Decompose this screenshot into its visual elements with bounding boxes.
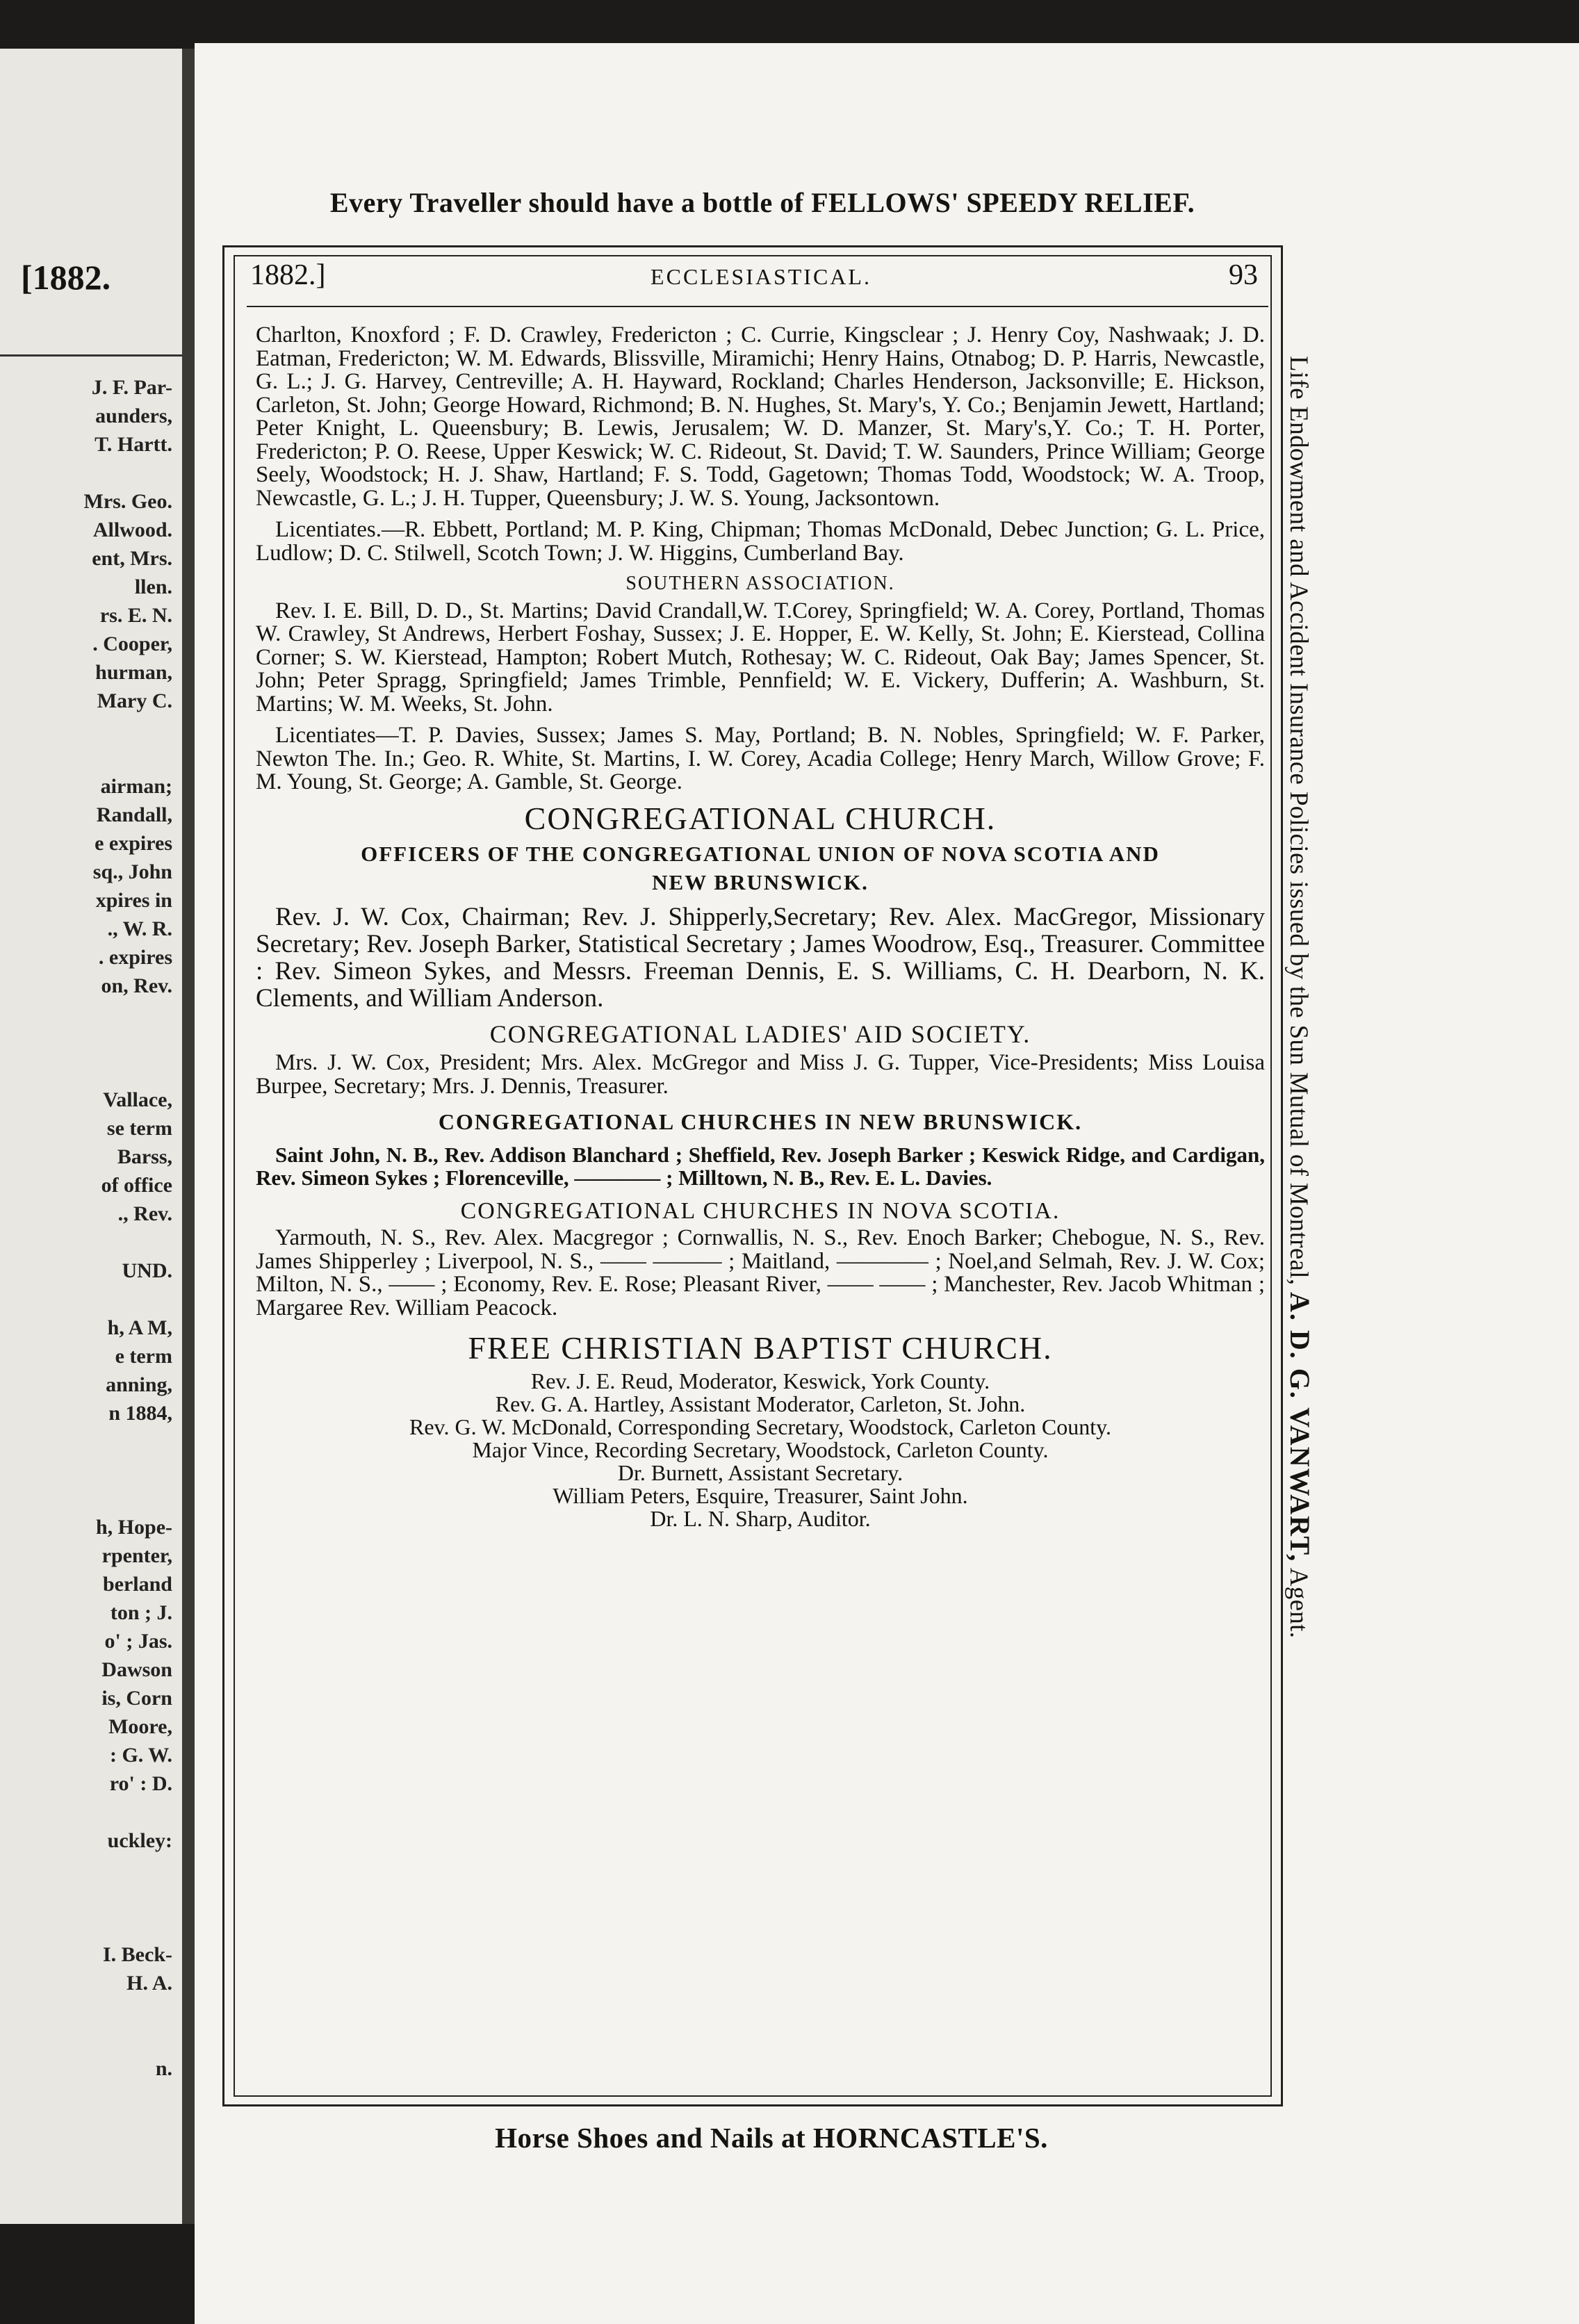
- left-page-fragment: ., W. R.: [107, 917, 172, 940]
- left-page-fragment: H. A.: [126, 1972, 172, 1995]
- left-page-fragment: Allwood.: [92, 518, 172, 541]
- left-page-fragment: Randall,: [96, 803, 172, 826]
- left-page-fragment: ro' : D.: [109, 1772, 172, 1795]
- left-page-fragment: o' ; Jas.: [104, 1630, 172, 1653]
- left-page-fragment: e term: [115, 1345, 172, 1368]
- southern-licentiates: Licentiates—T. P. Davies, Sussex; James S. May, Portland; B. N. Nobles, Springfield; W. F. Parker, Newton The. In.; Geo. R. White, St. Martins, I. W. Corey, Acadia College; Henry March, Willow Grove; F. M. Young, St. George; A. Gamble, St. George.: [256, 723, 1265, 794]
- officers-list: Rev. J. W. Cox, Chairman; Rev. J. Shipperly,Secretary; Rev. Alex. MacGregor, Missionary Secretary; Rev. Joseph Barker, Statistical Secretary ; James Woodrow, Esq., Treasurer. Committee : Rev. Simeon Sykes, and Messrs. Freeman Dennis, E. S. Williams, C. H. Dearborn, N. K. Clements, and William Anderson.: [256, 903, 1265, 1013]
- left-page-fragment: ., Rev.: [117, 1202, 172, 1225]
- ladies-aid-heading: CONGREGATIONAL LADIES' AID SOCIETY.: [489, 1020, 1031, 1048]
- left-page-fragment: J. F. Par-: [91, 376, 172, 399]
- left-page-fragment: hurman,: [95, 661, 172, 684]
- nb-churches-heading: CONGREGATIONAL CHURCHES IN NEW BRUNSWICK.: [438, 1108, 1083, 1134]
- left-page-fragment: I. Beck-: [103, 1943, 172, 1966]
- baptist-officer-line: Dr. L. N. Sharp, Auditor.: [650, 1505, 871, 1531]
- top-advertisement: Every Traveller should have a bottle of FELLOWS' SPEEDY RELIEF.: [329, 187, 1195, 218]
- running-header: [250, 259, 1272, 300]
- left-page-fragment: : G. W.: [109, 1744, 172, 1767]
- officers-heading: [256, 840, 1265, 897]
- left-page-fragment: Dawson: [101, 1658, 172, 1681]
- ns-churches-heading: CONGREGATIONAL CHURCHES IN NOVA SCOTIA.: [460, 1197, 1061, 1224]
- baptist-officer-line: Rev. G. W. McDonald, Corresponding Secretary, Woodstock, Carleton County.: [409, 1414, 1111, 1439]
- left-page-fragment: . Cooper,: [92, 632, 172, 655]
- header-title: ECCLESIASTICAL.: [651, 264, 872, 289]
- officers-heading-line-2: NEW BRUNSWICK.: [652, 870, 869, 894]
- left-page-fragment: n 1884,: [108, 1402, 172, 1425]
- header-year: 1882.]: [250, 259, 326, 291]
- left-page-fragment: llen.: [134, 575, 172, 598]
- left-page-fragment: is, Corn: [101, 1687, 172, 1710]
- left-page-fragment: e expires: [95, 832, 172, 855]
- nb-churches-list: Saint John, N. B., Rev. Addison Blanchard ; Sheffield, Rev. Joseph Barker ; Keswick Ridge, and Cardigan, Rev. Simeon Sykes ; Florenceville, ———— ; Milltown, N. B., Rev. E. L. Davies.: [256, 1142, 1265, 1190]
- congregational-church-heading: CONGREGATIONAL CHURCH.: [524, 800, 997, 836]
- baptist-officer-line: Rev. J. E. Reud, Moderator, Keswick, York County.: [530, 1368, 990, 1393]
- left-page-fragment: Barss,: [117, 1145, 172, 1168]
- baptist-officer-line: Dr. Burnett, Assistant Secretary.: [617, 1459, 903, 1485]
- page-content: [256, 324, 1265, 1530]
- side-ad-agent-name: A. D. G. VANWART,: [1284, 1291, 1316, 1563]
- left-page-fragment: xpires in: [95, 889, 172, 912]
- baptist-officer-line: Major Vince, Recording Secretary, Woodstock, Carleton County.: [472, 1437, 1049, 1462]
- left-page-fragment: aunders,: [95, 404, 172, 427]
- left-page-fragment: rpenter,: [101, 1544, 172, 1567]
- left-page-edge: [0, 49, 182, 2224]
- southern-association-heading: SOUTHERN ASSOCIATION.: [625, 573, 895, 594]
- western-licentiates: Licentiates.—R. Ebbett, Portland; M. P. King, Chipman; Thomas McDonald, Debec Junction; G. L. Price, Ludlow; D. C. Stilwell, Scotch Town; J. W. Higgins, Cumberland Bay.: [256, 517, 1265, 566]
- side-ad-agent-label: Agent.: [1284, 1567, 1313, 1639]
- left-page-fragment: Mary C.: [97, 689, 172, 712]
- left-page-fragment: n.: [155, 2057, 172, 2080]
- book-gutter: [182, 49, 195, 2224]
- baptist-officers: [256, 1370, 1265, 1530]
- southern-association-list: Rev. I. E. Bill, D. D., St. Martins; David Crandall,W. T.Corey, Springfield; W. A. Corey, Portland, Thomas W. Crawley, St Andrews, Herbert Foshay, Sussex; J. E. Hopper, E. W. Kelly, St. John; E. Kierstead, Collina Corner; S. W. Kierstead, Hampton; Robert Mutch, Rothesay; W. C. Rideout, Oak Bay; James Spencer, St. John; Peter Spragg, Springfield; James Trimble, Pennfield; W. E. Vickery, Dufferin; A. Washburn, St. Martins; W. M. Weeks, St. John.: [256, 598, 1265, 717]
- left-page-fragment: rs. E. N.: [99, 604, 172, 627]
- left-page-fragment: . expires: [98, 946, 172, 969]
- left-page-fragment: Mrs. Geo.: [83, 490, 172, 513]
- left-page-fragment: of office: [101, 1174, 172, 1197]
- page-number: 93: [1229, 259, 1258, 291]
- left-page-fragment: Moore,: [108, 1715, 172, 1738]
- baptist-officer-line: Rev. G. A. Hartley, Assistant Moderator, Carleton, St. John.: [495, 1391, 1026, 1416]
- officers-heading-line-1: OFFICERS OF THE CONGREGATIONAL UNION OF NOVA SCOTIA AND: [361, 842, 1160, 866]
- left-page-fragment: uckley:: [107, 1829, 172, 1852]
- left-page-year: [1882.: [21, 258, 111, 297]
- ns-churches-list: Yarmouth, N. S., Rev. Alex. Macgregor ; Cornwallis, N. S., Rev. Enoch Barker; Chebogue, N. S., Rev. James Shipperley ; Liverpool, N. S., —— ——— ; Maitland, ———— ; Noel,and Selmah, Rev. J. W. Cox; Milton, N. S., —— ; Economy, Rev. E. Rose; Pleasant River, —— —— ; Manchester, Rev. Jacob Whitman ; Margaree Rev. William Peacock.: [256, 1225, 1265, 1320]
- bottom-advertisement: Horse Shoes and Nails at HORNCASTLE'S.: [495, 2122, 1048, 2154]
- left-page-fragment: airman;: [100, 775, 172, 798]
- baptist-church-heading: FREE CHRISTIAN BAPTIST CHURCH.: [468, 1330, 1053, 1366]
- left-page-rule: [0, 354, 182, 357]
- left-page-fragment: T. Hartt.: [95, 433, 172, 456]
- left-page-fragment: sq., John: [92, 860, 172, 883]
- left-page-fragment: Vallace,: [103, 1088, 172, 1111]
- ladies-aid-list: Mrs. J. W. Cox, President; Mrs. Alex. McGregor and Miss J. G. Tupper, Vice-Presidents; Miss Louisa Burpee, Secretary; Mrs. J. Dennis, Treasurer.: [256, 1049, 1265, 1099]
- left-page-fragment: h, Hope-: [95, 1516, 172, 1539]
- left-page-fragment: se term: [106, 1117, 172, 1140]
- left-page-fragment: ton ; J.: [110, 1601, 172, 1624]
- left-page-fragment: h, A M,: [107, 1316, 172, 1339]
- left-page-fragment: berland: [102, 1573, 172, 1596]
- western-association-list: Charlton, Knoxford ; F. D. Crawley, Fredericton ; C. Currie, Kingsclear ; J. Henry Coy, Nashwaak; J. D. Eatman, Fredericton; W. M. Edwards, Blissville, Miramichi; Henry Hains, Otnabog; D. P. Harris, Newcastle, G. L.; J. G. Harvey, Centreville; A. H. Hayward, Rockland; Charles Henderson, Jacksonville; E. Hickson, Carleton, St. John; George Howard, Richmond; B. N. Hughes, St. Mary's, Y. Co.; Benjamin Jewett, Hartland; Peter Knight, L. Queensbury; B. Lewis, Jerusalem; W. D. Manzer, St. Mary's,Y. Co.; T. H. Porter, Fredericton; P. O. Reese, Upper Keswick; W. C. Rideout, St. David; T. W. Saunders, Prince William; George Seely, Woodstock; H. J. Shaw, Hartland; F. S. Todd, Gagetown; Thomas Todd, Woodstock; W. A. Troop, Newcastle, G. L.; J. H. Tupper, Queensbury; J. W. S. Young, Jacksontown.: [256, 322, 1265, 511]
- side-ad-text: Life Endowment and Accident Insurance Policies issued by the Sun Mutual of Montreal,: [1284, 356, 1313, 1286]
- header-rule: [247, 306, 1268, 307]
- side-advertisement: [1286, 356, 1314, 2218]
- left-page-fragment: ent, Mrs.: [92, 547, 172, 570]
- baptist-officer-line: William Peters, Esquire, Treasurer, Saint John.: [553, 1482, 968, 1508]
- left-page-fragment: UND.: [122, 1259, 172, 1282]
- left-page-fragment: on, Rev.: [101, 974, 172, 997]
- left-page-fragment: anning,: [106, 1373, 172, 1396]
